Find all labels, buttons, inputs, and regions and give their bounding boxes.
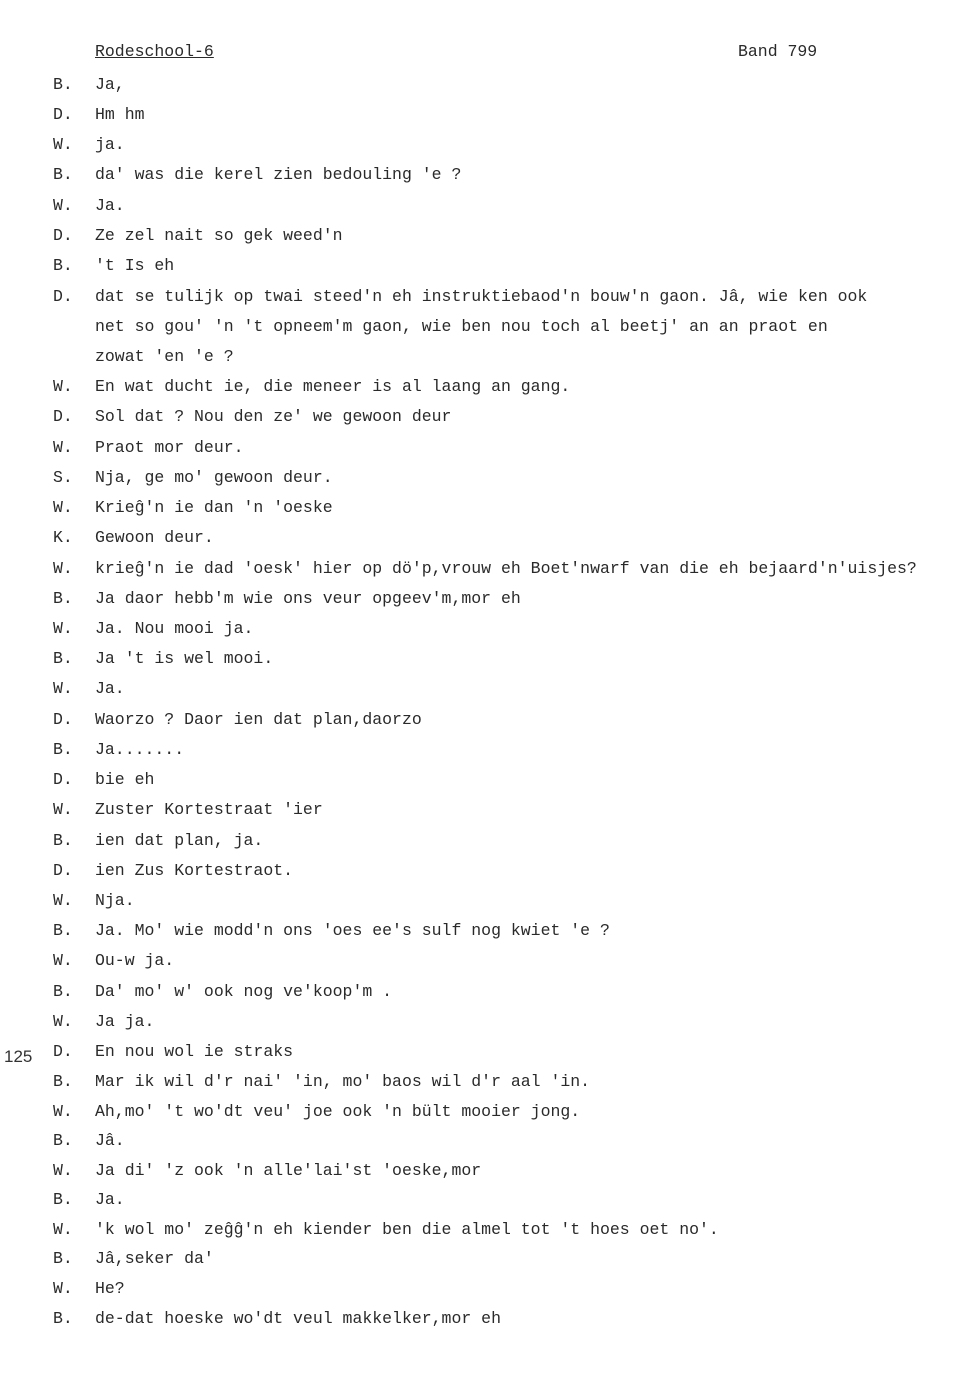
utterance-text: Ah,mo' 't wo'dt veu' joe ook 'n bült mooier jong. [95,1102,581,1121]
speaker-label: W. [53,1161,73,1180]
speaker-label: D. [53,1042,73,1061]
speaker-label: B. [53,1249,73,1268]
utterance-text: 't Is eh [95,256,175,275]
speaker-label: B. [53,1131,73,1150]
utterance-text: Praot mor deur. [95,438,244,457]
utterance-text: Jâ,seker da' [95,1249,214,1268]
speaker-label: W. [53,891,73,910]
speaker-label: W. [53,377,73,396]
speaker-label: B. [53,921,73,940]
utterance-text: Ja. [95,1190,125,1209]
utterance-text: Hm hm [95,105,145,124]
utterance-text: dat se tulijk op twai steed'n eh instruktiebaod'n bouw'n gaon. Jâ, wie ken ook [95,287,868,306]
speaker-label: B. [53,982,73,1001]
utterance-text: Ja. [95,196,125,215]
utterance-text: bie eh [95,770,155,789]
speaker-label: W. [53,679,73,698]
utterance-text: Da' mo' w' ook nog ve'koop'm . [95,982,393,1001]
utterance-text: Gewoon deur. [95,528,214,547]
utterance-text: zowat 'en 'e ? [95,347,234,366]
utterance-text: Krieĝ'n ie dan 'n 'oeske [95,498,333,517]
speaker-label: B. [53,75,73,94]
speaker-label: W. [53,1279,73,1298]
speaker-label: D. [53,105,73,124]
speaker-label: W. [53,619,73,638]
speaker-label: W. [53,438,73,457]
speaker-label: B. [53,1309,73,1328]
speaker-label: B. [53,256,73,275]
speaker-label: W. [53,1220,73,1239]
speaker-label: D. [53,770,73,789]
speaker-label: B. [53,589,73,608]
utterance-text: Ja 't is wel mooi. [95,649,274,668]
speaker-label: D. [53,710,73,729]
utterance-text: Ja di' 'z ook 'n alle'lai'st 'oeske,mor [95,1161,482,1180]
utterance-text: Jâ. [95,1131,125,1150]
speaker-label: B. [53,649,73,668]
speaker-label: W. [53,135,73,154]
utterance-text: Ja. [95,679,125,698]
utterance-text: Ja daor hebb'm wie ons veur opgeev'm,mor eh [95,589,521,608]
utterance-text: Ja ja. [95,1012,155,1031]
utterance-text: Mar ik wil d'r nai' 'in, mo' baos wil d'r aal 'in. [95,1072,591,1091]
speaker-label: B. [53,165,73,184]
speaker-label: K. [53,528,73,547]
utterance-text: En nou wol ie straks [95,1042,294,1061]
speaker-label: W. [53,800,73,819]
speaker-label: D. [53,287,73,306]
utterance-text: net so gou' 'n 't opneem'm gaon, wie ben nou toch al beetj' an an praot en [95,317,828,336]
speaker-label: W. [53,559,73,578]
utterance-text: Sol dat ? Nou den ze' we gewoon deur [95,407,452,426]
utterance-text: krieĝ'n ie dad 'oesk' hier op dö'p,vrouw eh Boet'nwarf van die eh bejaard'n'uisjes? [95,559,917,578]
speaker-label: D. [53,407,73,426]
document-title: Rodeschool-6 [95,42,214,61]
utterance-text: ja. [95,135,125,154]
utterance-text: Ja, [95,75,125,94]
speaker-label: B. [53,740,73,759]
utterance-text: Ja....... [95,740,185,759]
utterance-text: Ja. Nou mooi ja. [95,619,254,638]
speaker-label: W. [53,196,73,215]
utterance-text: Ze zel nait so gek weed'n [95,226,343,245]
utterance-text: Ou-w ja. [95,951,175,970]
margin-page-number: 125 [4,1047,33,1066]
speaker-label: B. [53,1072,73,1091]
speaker-label: D. [53,861,73,880]
utterance-text: ien dat plan, ja. [95,831,264,850]
utterance-text: Nja, ge mo' gewoon deur. [95,468,333,487]
utterance-text: Zuster Kortestraat 'ier [95,800,323,819]
utterance-text: Nja. [95,891,135,910]
speaker-label: W. [53,498,73,517]
speaker-label: B. [53,831,73,850]
utterance-text: 'k wol mo' zeĝĝ'n eh kiender ben die almel tot 't hoes oet no'. [95,1220,719,1239]
tape-number: Band 799 [738,42,818,61]
speaker-label: S. [53,468,73,487]
speaker-label: W. [53,1012,73,1031]
speaker-label: W. [53,1102,73,1121]
speaker-label: D. [53,226,73,245]
utterance-text: de-dat hoeske wo'dt veul makkelker,mor eh [95,1309,501,1328]
utterance-text: da' was die kerel zien bedouling 'e ? [95,165,462,184]
speaker-label: W. [53,951,73,970]
utterance-text: ien Zus Kortestraot. [95,861,294,880]
utterance-text: Waorzo ? Daor ien dat plan,daorzo [95,710,422,729]
utterance-text: En wat ducht ie, die meneer is al laang an gang. [95,377,571,396]
utterance-text: He? [95,1279,125,1298]
speaker-label: B. [53,1190,73,1209]
utterance-text: Ja. Mo' wie modd'n ons 'oes ee's sulf nog kwiet 'e ? [95,921,610,940]
